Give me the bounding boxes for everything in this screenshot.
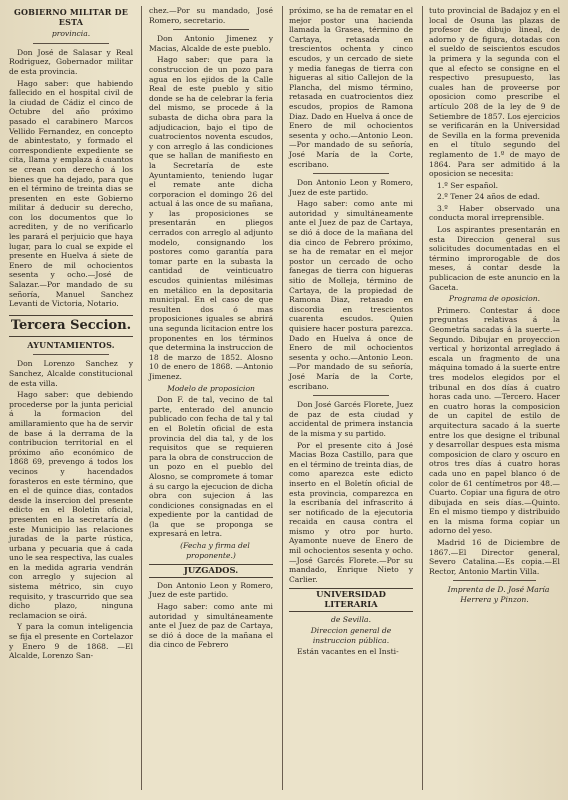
notice-paragraph: Don Antonio Leon y Romero, Juez de este partido.	[149, 580, 273, 600]
column-4	[429, 6, 560, 607]
heading-universidad: UNIVERSIDAD LITERARIA	[289, 588, 413, 611]
notice-paragraph: Hago saber: como ante mi autoridad y simultáneamente ante el Juez de paz de Cartaya, se dió á doce de la mañana el dia cinco de Febrero	[149, 602, 273, 650]
divider	[173, 29, 249, 30]
notice-paragraph: Hago saber: como ante mi autoridad y simultáneamente ante el Juez de paz de Cartaya, se dió á doce de la mañana del dia cinco de Febrero próximo, se ha de rematar en el mejor postor un cercado de ocho fanegas de tierra con higueras sitio de Molleja, término de Cartaya, de la propiedad de Ramona Diaz, retasado en discordia en trescientos cuarenta escudos. Quien quisiere hacer postura parezca. Dado en Huelva á once de Enero de mil ochocientos sesenta y ocho.—Antonio Leon.—Por mandado de su señoría, José María de la Corte, escribano.	[289, 199, 413, 391]
column-rule	[282, 6, 283, 790]
notice-paragraph: Y para la comun inteligencia se fija el presente en Cortelazor y Enero 9 de 1868. —El Alcalde, Lorenzo San-	[9, 622, 133, 661]
notice-paragraph: chez.—Por su mandado, José Romero, secretario.	[149, 6, 273, 25]
column-2	[149, 6, 273, 652]
notice-paragraph: Hago saber: que para la construccion de un pozo para agua en los ejidos de la Calle Real de este pueblo y sitio donde se ha de celebrar la feria del mismo, se procede á la subasta de dicha obra para la adjudicacion, bajo el tipo de cuatrocientos noventa escudos, y con arreglo á las condiciones que se hallan de manifiesto en la Secretaría de este Ayuntamiento, teniendo lugar el remate ante dicha corporacion el domingo 26 del actual á las once de su mañana, y las proposiciones se presentarán en pliegos cerrados con arreglo al adjunto modelo, consignando los postores como garantía para tomar parte en la subasta la cantidad de veinticuatro escudos quinientas milésimas en metálico en la depositaria municipal. En el caso de que resulten dos ó mas proposiciones iguales se abrirá una segunda licitacion entre los proponentes en los términos que determina la instruccion de 18 de marzo de 1852. Alosno 10 de enero de 1868. —Antonio Jimenez.	[149, 55, 273, 381]
requirement-item: 1.º Ser español.	[437, 180, 499, 190]
requirement-item: 3.º Haber observado una conducta moral irreprensible.	[429, 203, 560, 223]
heading-direccion: Direccion general de instruccion pública.	[310, 626, 392, 645]
notice-paragraph: Madrid 16 de Diciembre de 1867.—El Director general, Severo Catalina.—Es copia.—El Rector, Antonio Martin Villa.	[429, 538, 560, 576]
notice-paragraph: Están vacantes en el Insti-	[297, 647, 399, 657]
notice-paragraph: próximo, se ha de rematar en el mejor postor una hacienda llamada la Grasea, término de Cartaya, retasada en trescientos ochenta y cinco escudos, y un cercado de siete y media fanegas de tierra con higueras al sitio Callejon de la Plancha, del mismo término, retasada en cuatrocientos diez escudos, propios de Ramona Diaz. Dado en Huelva á once de Enero de mil ochocientos sesenta y ocho.—Antonio Leon.—Por mandado de su señoría, José María de la Corte, escribano.	[289, 6, 413, 169]
heading-juzgados: JUZGADOS.	[149, 564, 273, 578]
notice-paragraph: Don José Garcés Florete, Juez de paz de esta ciudad y accidental de primera instancia de la misma y su partido.	[289, 400, 413, 438]
signature-line: (Fecha y firma del proponente.)	[180, 541, 250, 560]
column-rule	[422, 6, 423, 790]
model-title: Modelo de proposicion	[167, 383, 255, 393]
heading-gobierno-sub: provincia.	[51, 29, 91, 39]
divider	[33, 43, 109, 44]
notice-paragraph: Hago saber: que habiendo fallecido en el hospital civil de la ciudad de Cádiz el cinco de Octubre del año próximo pasado el carabinero Marcos Vellido Fernandez, en concepto de abintestato, y formado el correspondiente expediente se cita, llama y emplaza á cuantos se crean con derecho á los bienes que ha dejado, para que en el término de treinta dias se presenten en este Gobierno militar á deducir su derecho, con los documentos que lo acrediten, y de no verificarlo les parará el perjuicio que haya lugar, para lo cual se expide el presente en Huelva á siete de Enero de mil ochocientos sesenta y ocho.—José de Salazar.—Por mandado de su señoría, Manuel Sanchez Levanti de Victoria, Notario.	[9, 78, 133, 309]
notice-paragraph: Primero. Contestar á doce preguntas relativas á la Geometría sacadas á la suerte.—Segundo. Dibujar en proyeccion vertical y horizontal arreglado á escala un fragmento de una máquina tomado á la suerte entre tres modelos elegidos por el tribunal en dos días á cuatro horas cada uno. —Tercero. Hacer en cuatro horas la composicion de un capitel de estilo de arquitectura sacado á la suerte entre los que designe el tribunal y desarrollar despues esta misma composicion de claro y oscuro en otros tres días á cuatro horas cada uno en papel blanco ó de color de 61 centímetros por 48.—Cuarto. Copiar una figura de otro dibujada en seis días.—Quinto. En el mismo tiempo y distribuido en la misma forma copiar un adorno del yeso.	[429, 305, 560, 536]
heading-universidad-sub: de Sevilla.	[331, 614, 371, 624]
notice-paragraph: Hago saber: que debiendo procederse por la junta pericial á la formacion del amillaramiento que ha de servir de base á la derrama de la contribucion territorial en el próximo año económico de 1868 69, prevengo á todos los vecinos y hacendados forasteros en este término, que en el de quince dias, contados desde la insercion del presente edicto en el Boletín oficial, presenten en la secretaría de este Municipio las relaciones juradas de la parte rústica, urbana y pecuaria que á cada uno le sea respectiva, las cuales en la medida agraria vendrán con arreglo y sujecion al sistema métrico, sin cuyo requisito, y trascurrido que sea dicho plazo, ninguna reclamacion se oirá.	[9, 390, 133, 620]
column-3	[289, 6, 413, 659]
section-title: Tercera Seccion.	[9, 315, 133, 337]
printer-imprint: Imprenta de D. José María Herrera y Pinzon.	[447, 585, 550, 605]
heading-gobierno-militar: GOBIERNO MILITAR DE ESTA	[13, 7, 129, 27]
divider	[313, 173, 389, 174]
column-rule	[141, 6, 142, 790]
divider	[33, 354, 109, 355]
notice-paragraph: Don Antonio Jimenez y Macias, Alcalde de este pueblo.	[149, 34, 273, 53]
notice-paragraph: Por el presente cito á José Macias Boza Castillo, para que en el término de treinta dias, de como aparezca este edicto inserto en el Boletín oficial de esta provincia, comparezca en la escribanía del infrascrito á ser notificado de la ejecutoria recaida en causa contra el mismo y otro por hurto. Ayamonte nueve de Enero de mil ochocientos sesenta y ocho.—José Garcés Florete.—Por su mandado, Enrique Nieto y Carlier.	[289, 440, 413, 584]
notice-paragraph: Los aspirantes presentarán en esta Direccion general sus solicitudes documentadas en el término improrogable de dos meses, á contar desde la publicacion de este anuncio en la Gaceta.	[429, 225, 560, 292]
column-1	[9, 6, 133, 663]
divider	[453, 580, 536, 581]
notice-paragraph: Don José de Salasar y Real Rodriguez, Gobernador militar de esta provincia.	[9, 47, 133, 76]
notice-paragraph: tuto provincial de Badajoz y en el local de Osuna las plazas de profesor de dibujo lineal, de adorno y de figura, dotadas con el sueldo de seiscientos escudos la primera y la segunda con el que al efecto se consigne en el respectivo presupuesto, las cuales han de proveerse por oposicion como prescribe el artículo 208 de la ley de 9 de Setiembre de 1857. Los ejercicios se verificarán en la Universidad de Sevilla en la forma prevenida en el título segundo del reglamento de 1.º de mayo de 1864. Para ser admitido á la oposicion se necesita:	[429, 6, 560, 179]
notice-paragraph: Don Lorenzo Sanchez y Sanchez, Alcalde constitucional de esta villa.	[9, 359, 133, 388]
divider	[313, 395, 389, 396]
requirement-item: 2.º Tener 24 años de edad.	[437, 192, 540, 202]
program-title: Programa de oposicion.	[448, 294, 541, 304]
notice-paragraph: Don Antonio Leon y Romero, Juez de este partido.	[289, 178, 413, 197]
notice-paragraph: Don F. de tal, vecino de tal parte, enterado del anuncio publicado con fecha de tal y tal en el Boletín oficial de esta provincia del dia tal, y de los requisitos que se requieren para la obra de construccion de un pozo en el pueblo del Alosno, se compromete á tomar á su cargo la ejecucion de dicha obra con sujecion á las condiciones consignadas en el expediente por la cantidad de (la que se proponga se expresará en letra.	[149, 395, 273, 539]
heading-ayuntamientos: AYUNTAMIENTOS.	[27, 339, 115, 350]
